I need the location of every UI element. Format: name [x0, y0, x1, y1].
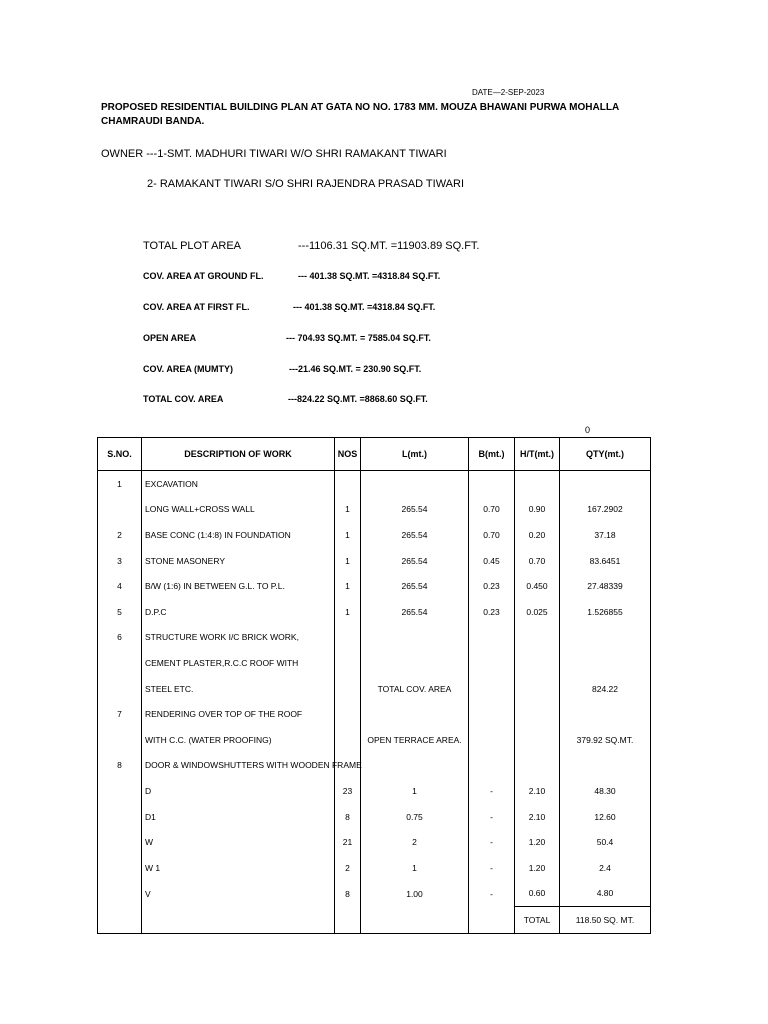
empty-cell — [361, 907, 469, 934]
cell-nos: 1 — [335, 497, 361, 523]
cell-qty: 37.18 — [560, 522, 651, 548]
cell-nos: 8 — [335, 804, 361, 830]
table-row — [98, 625, 651, 651]
cell-length: 1 — [361, 778, 469, 804]
cell-sno: 5 — [98, 599, 142, 625]
header-nos: NOS — [335, 438, 361, 471]
cell-height: 0.450 — [515, 573, 560, 599]
area-label: COV. AREA AT FIRST FL. — [143, 302, 250, 312]
cell-description: BASE CONC (1:4:8) IN FOUNDATION — [142, 522, 335, 548]
cell-breadth — [469, 701, 515, 727]
cell-nos: 1 — [335, 573, 361, 599]
cell-description: LONG WALL+CROSS WALL — [142, 497, 335, 523]
area-value: ---21.46 SQ.MT. = 230.90 SQ.FT. — [289, 364, 422, 374]
cell-length: 0.75 — [361, 804, 469, 830]
table-row — [98, 727, 651, 753]
empty-cell — [98, 907, 142, 934]
cell-sno — [98, 829, 142, 855]
document-title: PROPOSED RESIDENTIAL BUILDING PLAN AT GATA NO NO. 1783 MM. MOUZA BHAWANI PURWA MOHALLA CHAMRAUDI BANDA. — [101, 102, 619, 127]
cell-breadth: - — [469, 778, 515, 804]
cell-qty: 83.6451 — [560, 548, 651, 574]
cell-nos: 21 — [335, 829, 361, 855]
table-row — [98, 881, 651, 907]
cell-breadth — [469, 753, 515, 779]
cell-sno — [98, 676, 142, 702]
table-row — [98, 701, 651, 727]
cell-description: CEMENT PLASTER,R.C.C ROOF WITH — [142, 650, 335, 676]
cell-breadth — [469, 676, 515, 702]
cell-breadth: - — [469, 829, 515, 855]
cell-breadth: - — [469, 881, 515, 907]
area-label: COV. AREA (MUMTY) — [143, 364, 233, 374]
cell-qty: 27.48339 — [560, 573, 651, 599]
cell-breadth: 0.23 — [469, 599, 515, 625]
cell-length — [361, 753, 469, 779]
owner-line-2: 2- RAMAKANT TIWARI S/O SHRI RAJENDRA PRASAD TIWARI — [147, 178, 465, 190]
cell-breadth — [469, 650, 515, 676]
cell-sno: 7 — [98, 701, 142, 727]
cell-description: WITH C.C. (WATER PROOFING) — [142, 727, 335, 753]
cell-height: 1.20 — [515, 855, 560, 881]
cell-height: 0.60 — [515, 881, 560, 907]
cell-breadth: - — [469, 855, 515, 881]
cell-length: TOTAL COV. AREA — [361, 676, 469, 702]
cell-sno: 6 — [98, 625, 142, 651]
cell-nos — [335, 650, 361, 676]
cell-qty — [560, 650, 651, 676]
cell-length — [361, 471, 469, 497]
total-label: TOTAL — [515, 907, 560, 934]
table-row — [98, 471, 651, 497]
cell-description: RENDERING OVER TOP OF THE ROOF — [142, 701, 335, 727]
table-row — [98, 778, 651, 804]
table-row — [98, 676, 651, 702]
cell-sno: 3 — [98, 548, 142, 574]
table-row — [98, 573, 651, 599]
cell-height — [515, 701, 560, 727]
table-row — [98, 599, 651, 625]
cell-height — [515, 676, 560, 702]
table-row — [98, 548, 651, 574]
table-header-row — [98, 438, 651, 471]
cell-height — [515, 625, 560, 651]
cell-nos: 1 — [335, 548, 361, 574]
area-label: OPEN AREA — [143, 333, 197, 343]
cell-length: 2 — [361, 829, 469, 855]
cell-sno: 2 — [98, 522, 142, 548]
cell-qty: 1.526855 — [560, 599, 651, 625]
table-row — [98, 855, 651, 881]
cell-breadth — [469, 471, 515, 497]
header-sno: S.NO. — [98, 438, 142, 471]
cell-length: 265.54 — [361, 573, 469, 599]
cell-sno — [98, 804, 142, 830]
cell-qty: 824.22 — [560, 676, 651, 702]
area-value: --- 401.38 SQ.MT. =4318.84 SQ.FT. — [293, 302, 436, 312]
cell-length: 265.54 — [361, 599, 469, 625]
cell-length — [361, 650, 469, 676]
cell-nos — [335, 625, 361, 651]
cell-description: D1 — [142, 804, 335, 830]
cell-sno — [98, 855, 142, 881]
cell-description: EXCAVATION — [142, 471, 335, 497]
cell-height: 2.10 — [515, 778, 560, 804]
cell-length: 265.54 — [361, 497, 469, 523]
cell-description: W — [142, 829, 335, 855]
cell-height: 0.90 — [515, 497, 560, 523]
table-row — [98, 753, 651, 779]
cell-breadth — [469, 625, 515, 651]
cell-breadth — [469, 727, 515, 753]
cell-height — [515, 727, 560, 753]
cell-description: STEEL ETC. — [142, 676, 335, 702]
area-value: ---824.22 SQ.MT. =8868.60 SQ.FT. — [288, 394, 428, 404]
cell-sno: 4 — [98, 573, 142, 599]
cell-breadth: - — [469, 804, 515, 830]
table-total-row — [98, 907, 651, 934]
cell-sno — [98, 778, 142, 804]
cell-length: 265.54 — [361, 522, 469, 548]
cell-qty — [560, 471, 651, 497]
cell-qty: 48.30 — [560, 778, 651, 804]
cell-breadth: 0.45 — [469, 548, 515, 574]
table-row — [98, 804, 651, 830]
cell-nos: 1 — [335, 599, 361, 625]
cell-description: DOOR & WINDOWSHUTTERS WITH WOODEN FRAME — [142, 753, 335, 779]
cell-sno — [98, 881, 142, 907]
cell-nos: 23 — [335, 778, 361, 804]
table-row — [98, 650, 651, 676]
document-date: DATE—2-SEP-2023 — [472, 88, 545, 97]
cell-length: 1.00 — [361, 881, 469, 907]
cell-nos: 2 — [335, 855, 361, 881]
cell-qty — [560, 753, 651, 779]
cell-sno: 8 — [98, 753, 142, 779]
cell-nos — [335, 676, 361, 702]
area-label: TOTAL COV. AREA — [143, 394, 224, 404]
cell-nos — [335, 701, 361, 727]
table-row — [98, 497, 651, 523]
cell-nos — [335, 471, 361, 497]
cell-breadth: 0.70 — [469, 497, 515, 523]
cell-qty: 2.4 — [560, 855, 651, 881]
owner-line-1: OWNER ---1-SMT. MADHURI TIWARI W/O SHRI RAMAKANT TIWARI — [101, 148, 447, 160]
cell-description: B/W (1:6) IN BETWEEN G.L. TO P.L. — [142, 573, 335, 599]
quantity-table — [97, 437, 651, 934]
header-height: H/T(mt.) — [515, 438, 560, 471]
cell-height — [515, 650, 560, 676]
header-description: DESCRIPTION OF WORK — [142, 438, 335, 471]
header-length: L(mt.) — [361, 438, 469, 471]
cell-sno — [98, 650, 142, 676]
cell-qty: 167.2902 — [560, 497, 651, 523]
empty-cell — [469, 907, 515, 934]
cell-height — [515, 471, 560, 497]
area-label: COV. AREA AT GROUND FL. — [143, 271, 264, 281]
cell-length: 265.54 — [361, 548, 469, 574]
cell-description: W 1 — [142, 855, 335, 881]
cell-height: 2.10 — [515, 804, 560, 830]
cell-description: STONE MASONERY — [142, 548, 335, 574]
cell-qty: 50.4 — [560, 829, 651, 855]
cell-length: 1 — [361, 855, 469, 881]
area-value: ---1106.31 SQ.MT. =11903.89 SQ.FT. — [298, 240, 480, 252]
cell-description: D — [142, 778, 335, 804]
table-row — [98, 522, 651, 548]
cell-height: 1.20 — [515, 829, 560, 855]
area-value: --- 704.93 SQ.MT. = 7585.04 SQ.FT. — [286, 333, 431, 343]
cell-nos: 8 — [335, 881, 361, 907]
cell-length — [361, 701, 469, 727]
cell-qty — [560, 625, 651, 651]
total-value: 118.50 SQ. MT. — [560, 907, 651, 934]
cell-breadth: 0.70 — [469, 522, 515, 548]
area-value: --- 401.38 SQ.MT. =4318.84 SQ.FT. — [298, 271, 441, 281]
cell-height: 0.025 — [515, 599, 560, 625]
cell-sno — [98, 497, 142, 523]
cell-qty — [560, 701, 651, 727]
cell-sno — [98, 727, 142, 753]
stray-zero-value: 0 — [585, 425, 591, 435]
area-label: TOTAL PLOT AREA — [143, 240, 242, 252]
cell-height: 0.70 — [515, 548, 560, 574]
cell-qty: 4.80 — [560, 881, 651, 907]
header-breadth: B(mt.) — [469, 438, 515, 471]
cell-breadth: 0.23 — [469, 573, 515, 599]
cell-sno: 1 — [98, 471, 142, 497]
table-row — [98, 829, 651, 855]
empty-cell — [142, 907, 335, 934]
header-qty: QTY(mt.) — [560, 438, 651, 471]
cell-qty: 12.60 — [560, 804, 651, 830]
table-body — [98, 471, 651, 934]
cell-nos — [335, 727, 361, 753]
cell-height — [515, 753, 560, 779]
empty-cell — [335, 907, 361, 934]
cell-description: D.P.C — [142, 599, 335, 625]
cell-description: STRUCTURE WORK I/C BRICK WORK, — [142, 625, 335, 651]
cell-height: 0.20 — [515, 522, 560, 548]
cell-nos: 1 — [335, 522, 361, 548]
cell-length: OPEN TERRACE AREA. — [361, 727, 469, 753]
cell-qty: 379.92 SQ.MT. — [560, 727, 651, 753]
cell-length — [361, 625, 469, 651]
cell-description: V — [142, 881, 335, 907]
